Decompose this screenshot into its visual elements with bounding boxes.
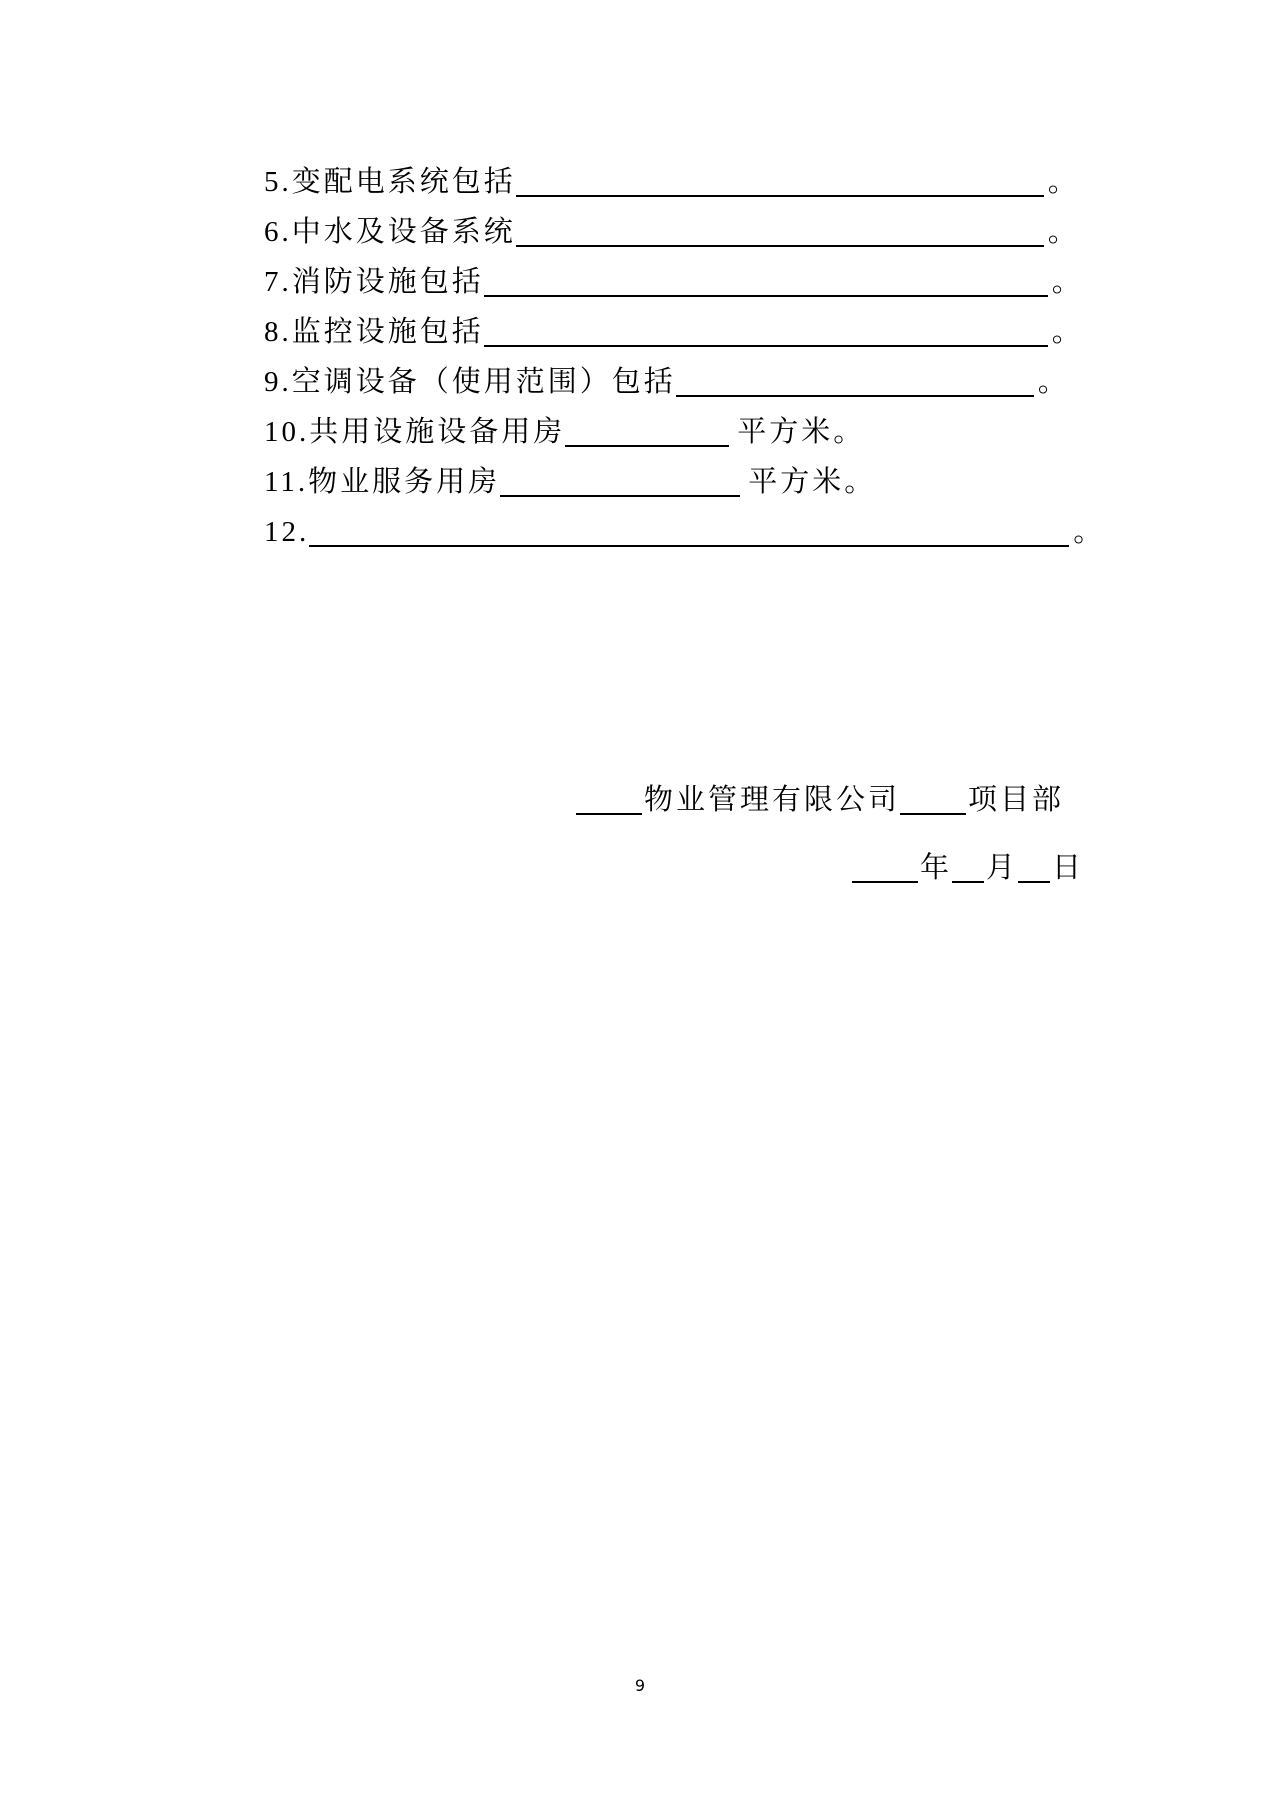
- company-suffix-text: 物业管理有限公司: [644, 784, 901, 816]
- item-12-label: 12.: [264, 516, 310, 548]
- project-suffix-text: 项目部: [968, 784, 1065, 816]
- signature-date-line: [852, 848, 1084, 888]
- item-7-suffix: 。: [1051, 266, 1081, 298]
- item-6-label: 6.中水及设备系统: [264, 216, 516, 248]
- item-9-blank[interactable]: [676, 365, 1034, 397]
- item-12-suffix: 。: [1073, 516, 1103, 548]
- item-12-blank[interactable]: [309, 515, 1069, 547]
- month-blank[interactable]: [952, 851, 984, 883]
- item-11-label: 11.物业服务用房: [264, 466, 501, 498]
- item-8-label: 8.监控设施包括: [264, 316, 484, 348]
- item-11-blank[interactable]: [500, 465, 740, 497]
- year-label: 年: [920, 852, 953, 884]
- item-6-blank[interactable]: [516, 215, 1044, 247]
- item-7: [264, 262, 1081, 302]
- item-9-suffix: 。: [1037, 366, 1067, 398]
- item-11: [264, 462, 876, 502]
- day-label: 日: [1052, 852, 1085, 884]
- item-10: [264, 412, 865, 452]
- day-blank[interactable]: [1018, 851, 1050, 883]
- item-7-label: 7.消防设施包括: [264, 266, 484, 298]
- item-12: [264, 512, 1102, 552]
- page-number: 9: [634, 1676, 646, 1695]
- year-blank[interactable]: [852, 851, 918, 883]
- item-6: [264, 212, 1077, 252]
- item-10-label: 10.共用设施设备用房: [264, 416, 566, 448]
- item-5: [264, 162, 1077, 202]
- item-5-label: 5.变配电系统包括: [264, 166, 516, 198]
- signature-company-line: [576, 780, 1064, 820]
- item-5-suffix: 。: [1047, 166, 1077, 198]
- item-8-blank[interactable]: [484, 315, 1048, 347]
- month-label: 月: [986, 852, 1019, 884]
- item-9: [264, 362, 1067, 402]
- item-11-suffix: 平方米。: [748, 466, 877, 498]
- item-7-blank[interactable]: [484, 265, 1048, 297]
- item-6-suffix: 。: [1047, 216, 1077, 248]
- item-8: [264, 312, 1081, 352]
- company-name-blank[interactable]: [576, 783, 642, 815]
- item-9-label: 9.空调设备（使用范围）包括: [264, 366, 676, 398]
- item-5-blank[interactable]: [516, 165, 1044, 197]
- item-10-blank[interactable]: [565, 415, 729, 447]
- item-8-suffix: 。: [1051, 316, 1081, 348]
- item-10-suffix: 平方米。: [737, 416, 866, 448]
- project-name-blank[interactable]: [900, 783, 966, 815]
